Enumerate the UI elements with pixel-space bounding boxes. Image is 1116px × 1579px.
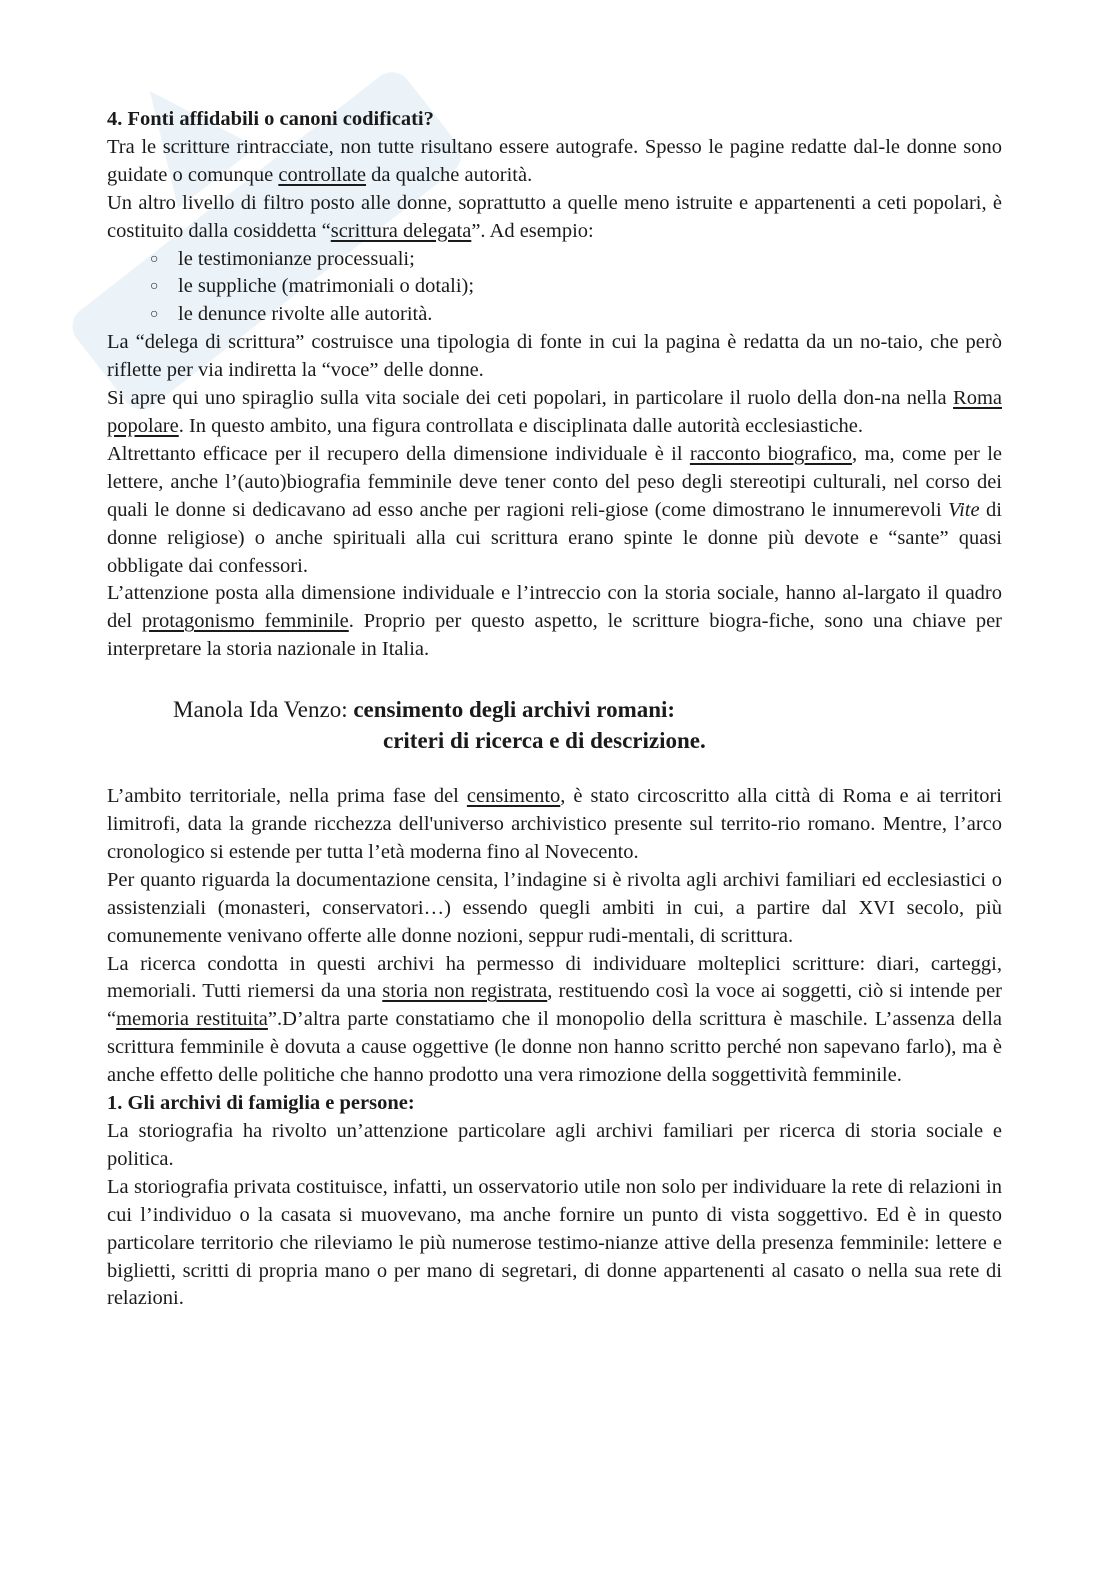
bullet-circle-icon: ○ [150,251,159,267]
text-run: . In questo ambito, una figura controllata e disciplinata dalle autorità ecclesiastiche. [178,414,863,437]
list-item-text: le testimonianze processuali; [178,247,415,270]
list-item [150,246,1002,274]
paragraph-protagonismo-femminile [107,580,1002,664]
spacer [107,756,1002,783]
underlined-term-roma-popolare: Roma popolare [107,387,1002,437]
paragraph-ricerca-archivi [107,951,1002,1091]
bullet-circle-icon: ○ [150,307,159,323]
section-1-heading: 1. Gli archivi di famiglia e persone: [107,1092,415,1115]
text-run: . Proprio per questo aspetto, le scritture biogra-fiche, sono una chiave per interpretare la storia nazionale in Italia. [107,610,1002,661]
list-item-text: le suppliche (matrimoniali o dotali); [178,275,475,298]
italic-term-vite: Vite [948,498,980,521]
heading-title-line-2: criteri di ricerca e di descrizione. [383,728,706,754]
paragraph-ambito-territoriale [107,783,1002,867]
underlined-term-controllate: controllate [278,163,367,186]
underlined-term-storia-non-registrata: storia non registrata [382,980,548,1003]
text-run: L’attenzione posta alla dimensione individuale e l’intreccio con la storia sociale, hanno al-largato il quadro del [107,582,1002,633]
document-page [107,106,1002,1313]
list-item [150,301,1002,329]
text-run: , ma, come per le lettere, anche l’(auto)biografia femminile deve tener conto del peso degli stereotipi culturali, nel corso dei quali le donne si dedicavano ad esso anche per ragioni reli-giose (come dimostrano le innumerevoli [107,442,1002,521]
heading-author: Manola Ida Venzo: [173,697,354,723]
paragraph-racconto-biografico [107,441,1002,581]
text-run: L’ambito territoriale, nella prima fase del [107,785,467,808]
section-4-heading: 4. Fonti affidabili o canoni codificati? [107,108,434,130]
text-run: di donne religiose) o anche spirituali alla cui scrittura erano spinte le donne più devote e “sante” quasi obbligate dai confessori. [107,498,1002,577]
text-run: Si apre qui uno spiraglio sulla vita sociale dei ceti popolari, in particolare il ruolo della don-na nella [107,387,954,410]
underlined-term-racconto-biografico: racconto biografico [689,442,853,465]
text-run: Tra le scritture rintracciate, non tutte risultano essere autografe. Spesso le pagine redatte dal-le donne sono guidate o comunque [107,135,1002,186]
examples-list [107,246,1002,330]
text-run: ”.D’altra parte constatiamo che il monopolio della scrittura è maschile. L’assenza della scrittura femminile è dovuta a cause oggettive (le donne non hanno scritto perché non sapevano farlo), ma è anche effetto delle politiche che hanno prodotto una vera rimozione della soggettività femminile. [107,1008,1002,1087]
paragraph-scrittura-delegata [107,190,1002,246]
text-run: da qualche autorità. [366,163,533,186]
paragraph-roma-popolare [107,385,1002,441]
underlined-term-memoria-restituita: memoria restituita [116,1008,268,1031]
paragraph-autografe [107,134,1002,190]
chapter-heading [107,694,1002,756]
underlined-term-protagonismo-femminile: protagonismo femminile [141,610,349,633]
text-run: ”. Ad esempio: [471,219,594,242]
paragraph-storiografia-privata: La storiografia privata costituisce, infatti, un osservatorio utile non solo per individuare la rete di relazioni in cui l’individuo o la casata si muovevano, ma anche fornire un punto di vista soggettivo. Ed è in questo particolare territorio che rileviamo le più numerose testimo-nianze attive della presenza femminile: lettere e biglietti, scritti di propria mano o per mano di segretari, di donne appartenenti al casato o nella sua rete di relazioni. [107,1175,1002,1310]
underlined-term-scrittura-delegata: scrittura delegata [330,219,472,242]
paragraph-delega-di-scrittura: La “delega di scrittura” costruisce una tipologia di fonte in cui la pagina è redatta da un no-taio, che però riflette per via indiretta la “voce” delle donne. [107,331,1002,382]
list-item [150,273,1002,301]
list-item-text: le denunce rivolte alle autorità. [178,303,433,326]
underlined-term-censimento: censimento [466,785,561,808]
text-run: Un altro livello di filtro posto alle donne, soprattutto a quelle meno istruite e appartenenti a ceti popolari, è costituito dalla cosiddetta “ [107,191,1002,242]
text-run: , è stato circoscritto alla città di Roma e ai territori limitrofi, data la grande ricchezza dell'universo archivistico presente sul territo-rio romano. Mentre, l’arco cronologico si estende per tutta l’età moderna fino al Novecento. [107,785,1002,863]
paragraph-documentazione-censita: Per quanto riguarda la documentazione censita, l’indagine si è rivolta agli archivi familiari ed ecclesiastici o assistenziali (monasteri, conservatori…) essendo quegli ambiti in cui, a partire dal XVI secolo, più comunemente venivano offerte alle donne nozioni, seppur rudi-mentali, di scrittura. [107,868,1002,947]
text-run: La ricerca condotta in questi archivi ha permesso di individuare molteplici scritture: diari, carteggi, memoriali. Tutti riemersi da una [107,952,1002,1003]
paragraph-storiografia: La storiografia ha rivolto un’attenzione particolare agli archivi familiari per ricerca di storia sociale e politica. [107,1120,1002,1170]
chapter-heading-line-1 [107,694,1002,725]
text-run: Altrettanto efficace per il recupero della dimensione individuale è il [107,442,690,465]
text-run: , restituendo così la voce ai soggetti, ciò si intende per “ [107,980,1003,1031]
bullet-circle-icon: ○ [150,279,159,295]
heading-title-line-1: censimento degli archivi romani: [353,697,676,723]
